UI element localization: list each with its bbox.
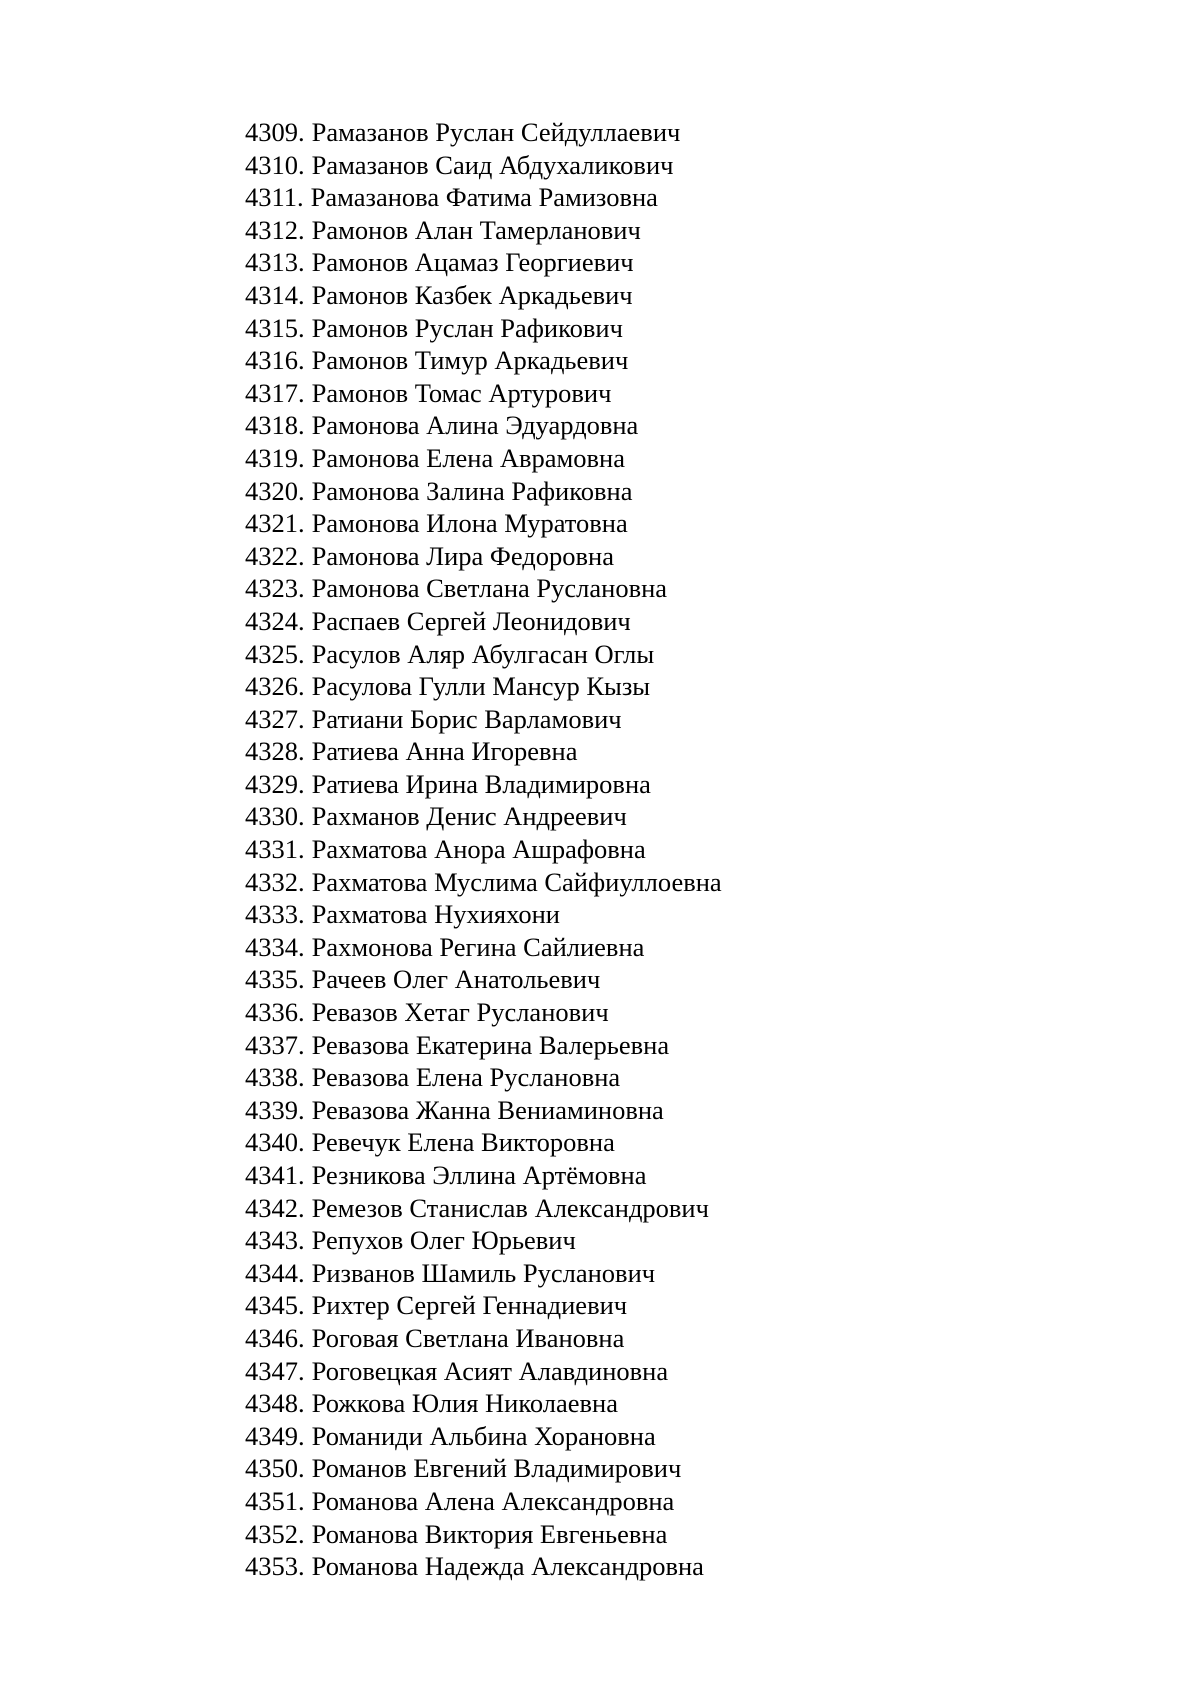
entry-number: 4342.	[245, 1192, 305, 1223]
list-item	[245, 898, 722, 931]
list-item	[245, 670, 722, 703]
entry-number: 4320.	[245, 475, 305, 506]
entry-name: Романова Надежда Александровна	[311, 1551, 704, 1582]
entry-number: 4323.	[245, 573, 305, 604]
list-item	[245, 312, 722, 345]
entry-name: Ревазова Екатерина Валерьевна	[311, 1029, 670, 1060]
list-item	[245, 1452, 722, 1485]
entry-number: 4317.	[245, 377, 305, 408]
entry-name: Романова Виктория Евгеньевна	[311, 1518, 668, 1549]
entry-number: 4312.	[245, 214, 305, 245]
list-item	[245, 931, 722, 964]
list-item	[245, 768, 722, 801]
list-item	[245, 279, 722, 312]
entry-name: Рамонов Казбек Аркадьевич	[311, 279, 633, 310]
list-item	[245, 963, 722, 996]
entry-number: 4316.	[245, 345, 305, 376]
entry-name: Рамонов Ацамаз Георгиевич	[311, 247, 634, 278]
list-item	[245, 344, 722, 377]
list-item	[245, 703, 722, 736]
entry-number: 4338.	[245, 1062, 305, 1093]
entry-name: Рамонов Алан Тамерланович	[311, 214, 641, 245]
entry-name: Ризванов Шамиль Русланович	[311, 1257, 656, 1288]
entry-number: 4352.	[245, 1518, 305, 1549]
entry-name: Рамазанов Саид Абдухаликович	[311, 149, 674, 180]
list-item	[245, 442, 722, 475]
list-item	[245, 1257, 722, 1290]
entry-name: Рамонова Алина Эдуардовна	[311, 410, 639, 441]
entry-number: 4325.	[245, 638, 305, 669]
entry-name: Резникова Эллина Артёмовна	[311, 1160, 647, 1190]
entry-number: 4353.	[245, 1551, 305, 1582]
list-item	[245, 1224, 722, 1257]
entry-number: 4326.	[245, 671, 305, 702]
entry-number: 4348.	[245, 1388, 305, 1419]
list-item	[245, 507, 722, 540]
entry-name: Ревазов Хетаг Русланович	[311, 997, 609, 1028]
entry-name: Роговая Светлана Ивановна	[311, 1322, 625, 1353]
entry-name: Ремезов Станислав Александрович	[311, 1192, 709, 1223]
entry-name: Рачеев Олег Анатольевич	[311, 964, 601, 995]
entry-name: Расулова Гулли Мансур Кызы	[311, 671, 651, 702]
entry-number: 4335.	[245, 964, 305, 995]
entry-name: Рамонова Лира Федоровна	[311, 540, 614, 571]
entry-number: 4322.	[245, 540, 305, 571]
entry-name: Рахматова Нухияхони	[311, 899, 560, 930]
list-item	[245, 116, 722, 149]
entry-number: 4310.	[245, 149, 305, 180]
list-item	[245, 1485, 722, 1518]
entry-name: Романиди Альбина Хорановна	[311, 1420, 656, 1451]
entry-number: 4336.	[245, 997, 305, 1028]
entry-number: 4343.	[245, 1225, 305, 1256]
entry-name: Репухов Олег Юрьевич	[311, 1225, 576, 1256]
entry-name: Рамазанов Руслан Сейдуллаевич	[311, 117, 681, 147]
entry-name: Рихтер Сергей Геннадиевич	[311, 1290, 628, 1321]
entry-name: Ревечук Елена Викторовна	[311, 1127, 615, 1158]
entry-name: Рамонов Руслан Рафикович	[311, 312, 623, 343]
entry-name: Рамонов Томас Артурович	[311, 377, 612, 408]
list-item	[245, 735, 722, 768]
entry-name: Ратиани Борис Варламович	[311, 703, 622, 734]
list-item	[245, 149, 722, 182]
entry-name: Рожкова Юлия Николаевна	[311, 1388, 618, 1419]
entry-number: 4347.	[245, 1355, 305, 1386]
entry-number: 4328.	[245, 736, 305, 767]
list-item	[245, 800, 722, 833]
entry-number: 4327.	[245, 703, 305, 734]
entry-number: 4333.	[245, 899, 305, 930]
entry-number: 4314.	[245, 279, 305, 310]
list-item	[245, 246, 722, 279]
list-item	[245, 377, 722, 410]
list-item	[245, 1289, 722, 1322]
list-item	[245, 833, 722, 866]
entry-number: 4334.	[245, 931, 305, 962]
entry-name: Рахмонова Регина Сайлиевна	[311, 931, 645, 962]
entry-number: 4350.	[245, 1453, 305, 1484]
entry-number: 4329.	[245, 768, 305, 799]
entry-name: Рамонова Залина Рафиковна	[311, 475, 633, 506]
entry-name: Рахматова Анора Ашрафовна	[311, 834, 646, 865]
entry-name: Ревазова Жанна Вениаминовна	[311, 1094, 664, 1125]
entry-name: Рахманов Денис Андреевич	[311, 801, 627, 832]
entry-name: Распаев Сергей Леонидович	[311, 605, 631, 636]
entry-name: Ревазова Елена Руслановна	[311, 1062, 621, 1093]
entry-name: Роговецкая Асият Алавдиновна	[311, 1355, 669, 1386]
entry-name: Рамазанова Фатима Рамизовна	[310, 182, 658, 213]
entry-name: Рахматова Муслима Сайфиуллоевна	[311, 866, 722, 897]
list-item	[245, 1126, 722, 1159]
list-item	[245, 475, 722, 508]
list-item	[245, 1550, 722, 1583]
entry-number: 4331.	[245, 834, 305, 865]
entry-number: 4313.	[245, 247, 305, 278]
entry-name: Романова Алена Александровна	[311, 1485, 675, 1516]
list-item	[245, 1159, 722, 1192]
entry-number: 4332.	[245, 866, 305, 897]
entry-number: 4324.	[245, 605, 305, 636]
entry-number: 4351.	[245, 1485, 305, 1516]
entry-number: 4309.	[245, 117, 305, 147]
list-item	[245, 214, 722, 247]
entry-number: 4339.	[245, 1094, 305, 1125]
entry-number: 4337.	[245, 1029, 305, 1060]
entry-number: 4349.	[245, 1420, 305, 1451]
list-item	[245, 572, 722, 605]
entry-number: 4315.	[245, 312, 305, 343]
entry-name: Рамонов Тимур Аркадьевич	[311, 345, 629, 376]
list-item	[245, 1387, 722, 1420]
list-item	[245, 181, 722, 214]
list-item	[245, 540, 722, 573]
list-item	[245, 1061, 722, 1094]
list-item	[245, 605, 722, 638]
list-item	[245, 866, 722, 899]
entry-number: 4346.	[245, 1322, 305, 1353]
entry-name: Расулов Аляр Абулгасан Оглы	[311, 638, 655, 669]
name-list	[245, 116, 722, 1583]
entry-name: Ратиева Ирина Владимировна	[311, 768, 651, 799]
list-item	[245, 1094, 722, 1127]
entry-name: Ратиева Анна Игоревна	[311, 736, 578, 767]
entry-name: Рамонова Елена Аврамовна	[311, 442, 626, 473]
list-item	[245, 1420, 722, 1453]
list-item	[245, 1518, 722, 1551]
list-item	[245, 409, 722, 442]
entry-number: 4341.	[245, 1160, 305, 1190]
entry-number: 4344.	[245, 1257, 305, 1288]
entry-number: 4340.	[245, 1127, 305, 1158]
list-item	[245, 1355, 722, 1388]
entry-name: Романов Евгений Владимирович	[311, 1453, 682, 1484]
list-item	[245, 1029, 722, 1062]
entry-number: 4319.	[245, 442, 305, 473]
list-item	[245, 1322, 722, 1355]
entry-number: 4321.	[245, 508, 305, 539]
entry-name: Рамонова Илона Муратовна	[311, 508, 628, 539]
entry-name: Рамонова Светлана Руслановна	[311, 573, 668, 604]
entry-number: 4318.	[245, 410, 305, 441]
list-item	[245, 638, 722, 671]
entry-number: 4311.	[245, 182, 304, 213]
list-item	[245, 1192, 722, 1225]
entry-number: 4330.	[245, 801, 305, 832]
list-item	[245, 996, 722, 1029]
entry-number: 4345.	[245, 1290, 305, 1321]
